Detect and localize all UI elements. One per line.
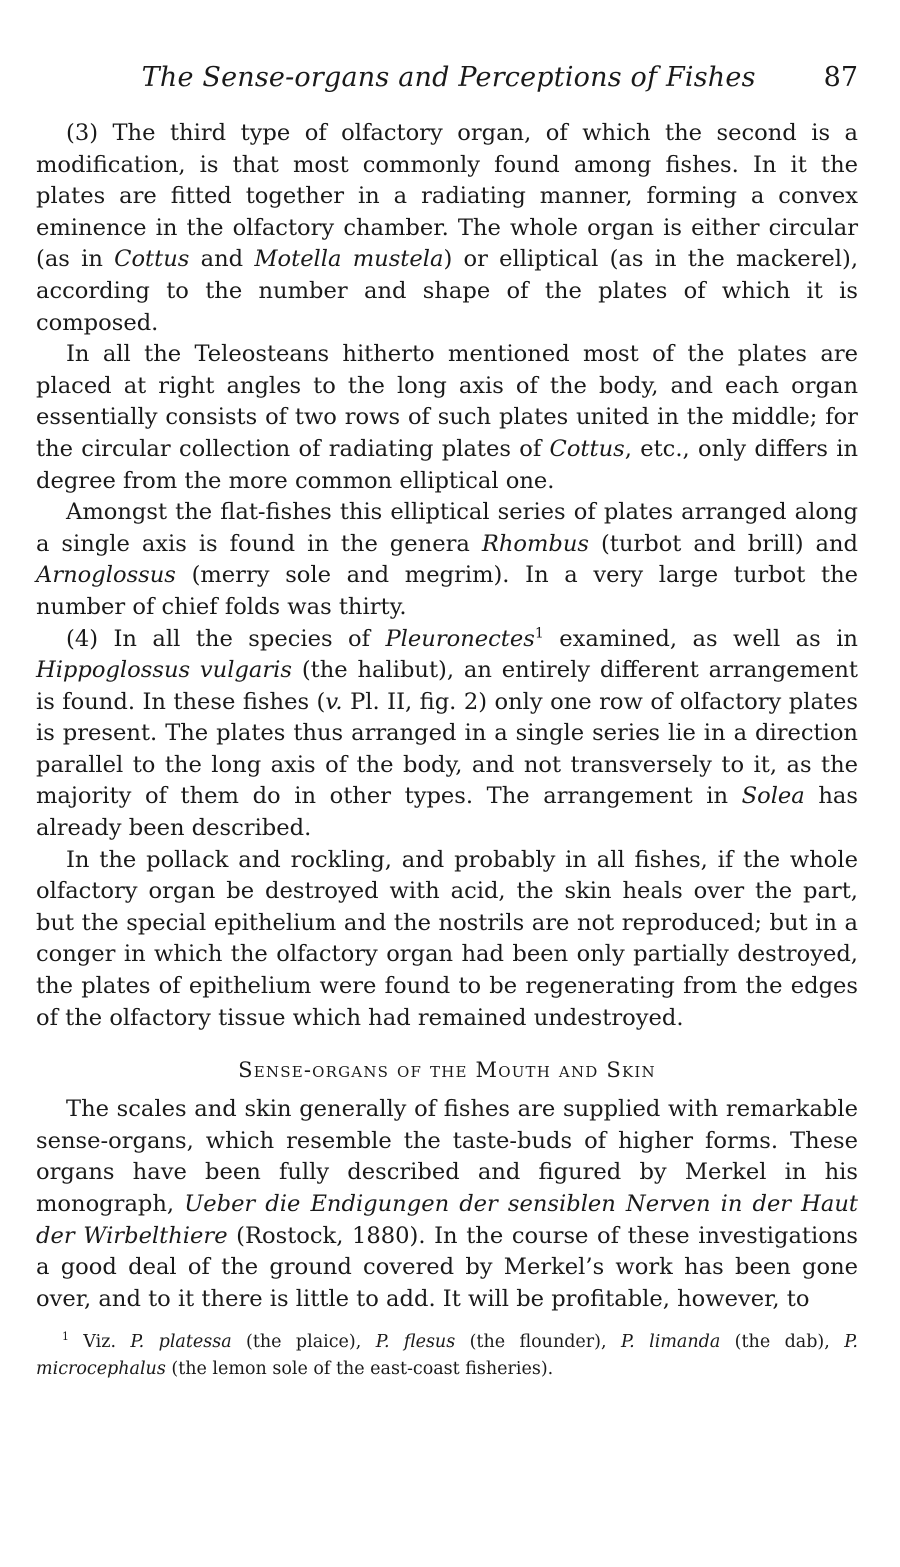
text-run: Pl. II, fig. 2) only one row of olfactory plates is present. The plates thus arranged in a single series lie in a direction parallel to the long axis of the body, and not transversely to it, as the majority of them do in other types. The arrangement in	[36, 688, 858, 810]
running-head	[36, 62, 858, 104]
paragraph-pleuronectes	[36, 624, 858, 845]
text-run: (merry sole and megrim). In a very large turbot the number of chief folds was thirty.	[36, 562, 858, 620]
species-motella-mustela: Motella mustela	[254, 246, 444, 273]
text-run: (the plaice),	[231, 1332, 376, 1353]
genus-pleuronectes: Pleuronectes	[385, 625, 535, 652]
text-run: and	[189, 246, 255, 273]
footnote-number: 1	[62, 1330, 69, 1344]
paragraph-flat-fishes	[36, 497, 858, 623]
text-run: , etc., only differs in degree from the more common elliptical one.	[36, 435, 858, 494]
species-name: P. microcephalus	[36, 1332, 858, 1380]
text-run: In the pollack and rockling, and probably in all fishes, if the whole olfactory organ be destroyed with acid, the skin heals over the part, but the special epithelium and the nostrils are not reproduced; but in a conger in which the olfactory organ had been only partially destroyed, the plates of epithelium were found to be regenerating from the edges of the olfactory tissue which had remained undestroyed.	[36, 846, 858, 1031]
text-run: (turbot and brill) and	[589, 530, 858, 557]
text-run: (3) The third type of olfactory organ, of which the second is a modification, is that most commonly found among fishes. In it the plates are fitted together in a radiating manner, forming a convex eminence in the olfactory chamber. The whole organ is either circular (as in	[36, 120, 858, 273]
footnotes	[36, 1329, 858, 1383]
species-name: P. flesus	[375, 1332, 456, 1353]
monograph-title: Ueber die Endigungen der sensiblen Nerven in der Haut der Wirbelthiere	[36, 1191, 858, 1249]
species-name: P. limanda	[620, 1332, 721, 1353]
genus-cottus: Cottus	[114, 246, 190, 273]
text-run: (the flounder),	[455, 1332, 621, 1353]
species-name: P. platessa	[130, 1332, 232, 1353]
paragraph-scales	[36, 1094, 858, 1315]
text-run: Amongst the flat-fishes this elliptical series of plates arranged along a single axis is found in the genera	[36, 499, 858, 557]
genus-rhombus: Rhombus	[481, 530, 590, 557]
species-hippoglossus-vulgaris: Hippoglossus vulgaris	[36, 657, 293, 684]
text-run: (the dab),	[720, 1332, 845, 1353]
text-run: (the lemon sole of the east-coast fisheries).	[165, 1359, 554, 1380]
body-text	[36, 118, 858, 1315]
genus-solea: Solea	[741, 783, 805, 810]
footnote-marker: 1	[534, 624, 544, 641]
paragraph-pollack	[36, 845, 858, 1035]
paragraph-teleosteans	[36, 339, 858, 497]
genus-cottus: Cottus	[549, 435, 625, 462]
text-run: examined, as well as in	[543, 625, 858, 652]
text-run: (4) In all the species of	[66, 625, 386, 652]
running-title: The Sense-organs and Perceptions of Fishes	[141, 62, 756, 93]
text-run: Viz.	[68, 1332, 131, 1353]
text-run: (the halibut), an entirely different arrangement is found. In these fishes (	[36, 657, 858, 715]
page	[36, 62, 858, 1383]
text-run: (Rostock, 1880). In the course of these investigations a good deal of the ground covered by Merkel’s work has been gone over, and to it there is little to add. It will be profitable, however, to	[36, 1222, 858, 1312]
genus-arnoglossus: Arnoglossus	[36, 562, 176, 589]
text-run: The scales and skin generally of fishes are supplied with remarkable sense-organs, which resemble the taste-buds of higher forms. These organs have been fully described and figured by Merkel in his monograph,	[36, 1096, 858, 1217]
footnote	[36, 1329, 858, 1383]
text-run: has already been described.	[36, 783, 858, 842]
page-number: 87	[823, 62, 858, 93]
abbrev-vide: v.	[325, 688, 343, 715]
section-heading: Sense-organs of the Mouth and Skin	[238, 1058, 656, 1083]
text-run: In all the Teleosteans hitherto mentioned most of the plates are placed at right angles to the long axis of the body, and each organ essentially consists of two rows of such plates united in the middle; for the circular collection of radiating plates of	[36, 341, 858, 462]
text-run: ) or elliptical (as in the mackerel), according to the number and shape of the plates of which it is composed.	[36, 246, 859, 336]
paragraph-third-type	[36, 118, 858, 339]
